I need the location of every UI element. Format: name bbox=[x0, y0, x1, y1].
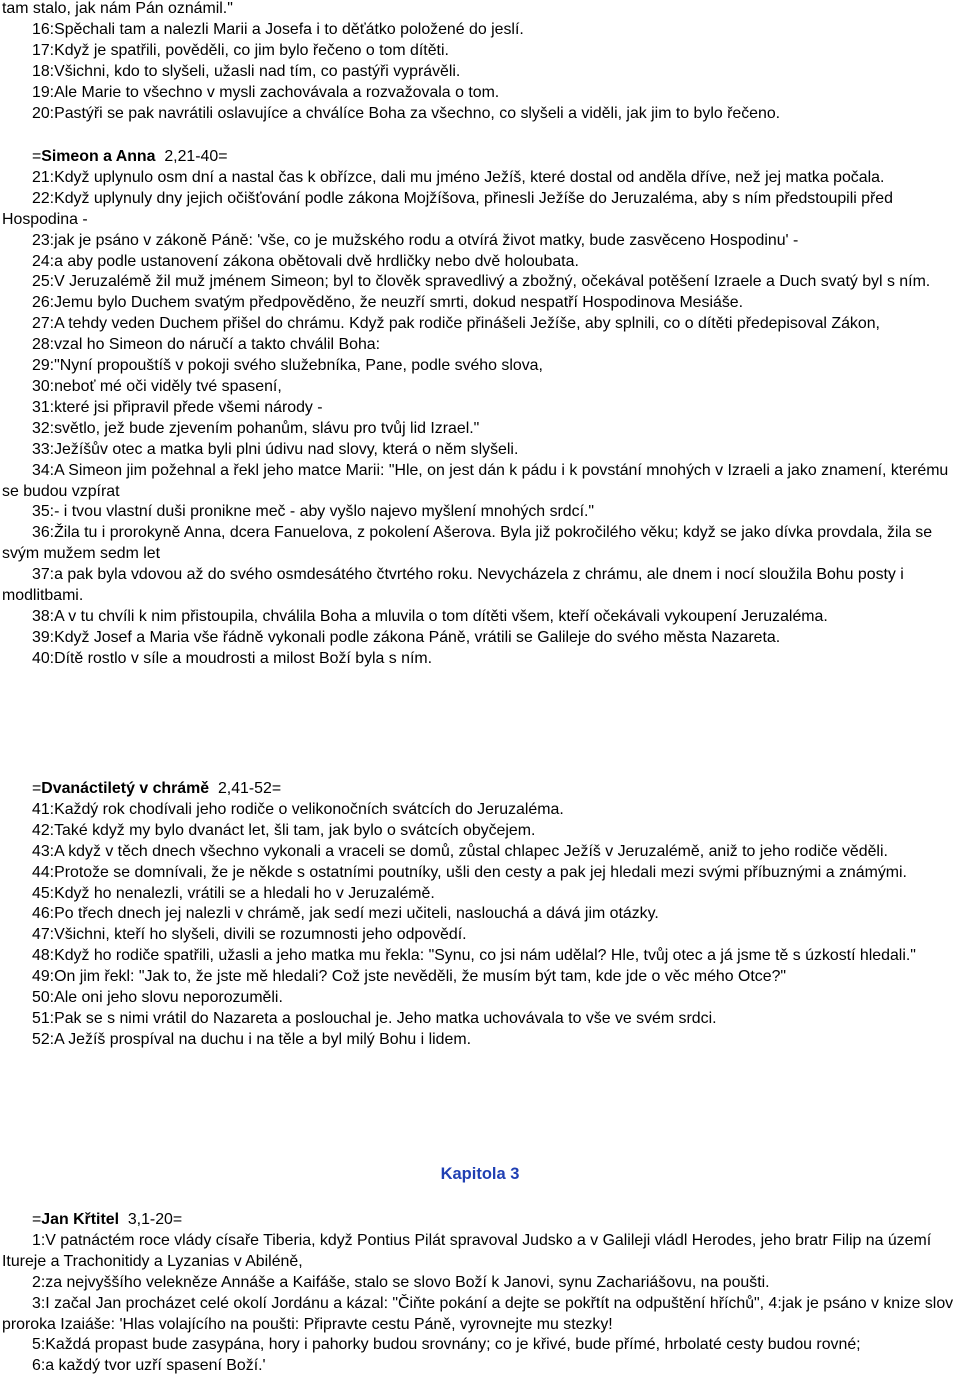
section-twelve-year-old bbox=[2, 779, 958, 1051]
verse-3-2: 2:za nejvyššího velekněze Annáše a Kaifáše, stalo se slovo Boží k Janovi, synu Zachariášovu, na poušti. bbox=[32, 1273, 770, 1291]
verse-32: 32:světlo, jež bude zjevením pohanům, slávu pro tvůj lid Izrael." bbox=[32, 419, 480, 437]
verse-49: 49:On jim řekl: "Jak to, že jste mě hledali? Což jste nevěděli, že musím být tam, kde jde o věc mého Otce?" bbox=[32, 968, 787, 986]
section-heading bbox=[2, 1210, 958, 1231]
verse-31: 31:které jsi připravil přede všemi národy - bbox=[32, 398, 323, 416]
section-heading bbox=[2, 147, 958, 168]
heading-prefix: = bbox=[32, 780, 42, 797]
chapter-title: Kapitola 3 bbox=[440, 1165, 520, 1183]
verse-35: 35:- i tvou vlastní duši pronikne meč - aby vyšlo najevo myšlení mnohých srdcí." bbox=[32, 503, 595, 521]
verse-3-3: 3:I začal Jan procházet celé okolí Jordánu a kázal: "Čiňte pokání a dejte se pokřtít na odpuštění hříchů", 4:jak je psáno v knize slov proroka Izaiáše: 'Hlas volajícího na poušti: Připravte cestu Páně, vyrovnejte mu stezky! bbox=[2, 1294, 954, 1333]
verse-21: 21:Když uplynulo osm dní a nastal čas k obřízce, dali mu jméno Ježíš, které dostal od anděla dříve, než jej matka počala. bbox=[32, 168, 885, 186]
verse-51: 51:Pak se s nimi vrátil do Nazareta a poslouchal je. Jeho matka uchovávala to vše ve svém srdci. bbox=[32, 1009, 717, 1027]
heading-reference: 2,21-40= bbox=[155, 148, 228, 165]
verse-3-6: 6:a každý tvor uzří spasení Boží.' bbox=[32, 1357, 266, 1375]
verse-37: 37:a pak byla vdovou až do svého osmdesátého čtvrtého roku. Nevycházela z chrámu, ale dnem i nocí sloužila Bohu posty i modlitbami. bbox=[2, 566, 904, 605]
heading-title: Jan Křtitel bbox=[41, 1211, 119, 1228]
heading-title: Dvanáctiletý v chrámě bbox=[41, 780, 210, 797]
verse-48: 48:Když ho rodiče spatřili, užasli a jeho matka mu řekla: "Synu, co jsi nám udělal? Hle, tvůj otec a já jsme tě s úzkostí hledali." bbox=[32, 947, 916, 965]
section-simeon-anna bbox=[2, 147, 958, 670]
verse-47: 47:Všichni, kteří ho slyšeli, divili se rozumnosti jeho odpovědí. bbox=[32, 926, 467, 944]
verse-25: 25:V Jeruzalémě žil muž jménem Simeon; byl to člověk spravedlivý a zbožný, očekával potěšení Izraele a Duch svatý byl s ním. bbox=[32, 273, 931, 291]
verse-41: 41:Každý rok chodívali jeho rodiče o velikonočních svátcích do Jeruzaléma. bbox=[32, 800, 564, 818]
section-john-baptist bbox=[2, 1210, 958, 1377]
verse-29: 29:"Nyní propouštíš v pokoji svého služebníka, Pane, podle svého slova, bbox=[32, 357, 543, 375]
verse-46: 46:Po třech dnech jej nalezli v chrámě, jak sedí mezi učiteli, naslouchá a dává jim otázky. bbox=[32, 905, 659, 923]
verse-52: 52:A Ježíš prospíval na duchu i na těle a byl milý Bohu i lidem. bbox=[32, 1030, 471, 1048]
verse-34: 34:A Simeon jim požehnal a řekl jeho matce Marii: "Hle, on jest dán k pádu i k povstání mnohých v Izraeli a jako znamení, kterému se budou vzpírat bbox=[2, 461, 949, 500]
verse-33: 33:Ježíšův otec a matka byli plni údivu nad slovy, která o něm slyšeli. bbox=[32, 440, 519, 458]
verse-20: 20:Pastýři se pak navrátili oslavujíce a chválíce Boha za všechno, co slyšeli a viděli, jak jim to bylo řečeno. bbox=[32, 104, 781, 122]
verse-43: 43:A když v těch dnech všechno vykonali a vraceli se domů, zůstal chlapec Ježíš v Jeruzalémě, aniž to jeho rodiče věděli. bbox=[32, 842, 888, 860]
verse-16: 16:Spěchali tam a nalezli Marii a Josefa i to děťátko položené do jeslí. bbox=[32, 20, 524, 38]
verse-18: 18:Všichni, kdo to slyšeli, užasli nad tím, co pastýři vyprávěli. bbox=[32, 62, 461, 80]
verse-40: 40:Dítě rostlo v síle a moudrosti a milost Boží byla s ním. bbox=[32, 649, 433, 667]
verse-22: 22:Když uplynuly dny jejich očišťování podle zákona Mojžíšova, přinesli Ježíše do Jeruzaléma, aby s ním předstoupili před Hospodina - bbox=[2, 189, 893, 228]
heading-title: Simeon a Anna bbox=[41, 148, 156, 165]
verse-23: 23:jak je psáno v zákoně Páně: 'vše, co je mužského rodu a otvírá život matky, bude zasvěceno Hospodinu' - bbox=[32, 231, 799, 249]
verse-line: tam stalo, jak nám Pán oznámil." bbox=[2, 0, 233, 17]
heading-prefix: = bbox=[32, 148, 42, 165]
verse-26: 26:Jemu bylo Duchem svatým předpověděno, že neuzří smrti, dokud nespatří Hospodinova Mesiáše. bbox=[32, 294, 744, 312]
verse-19: 19:Ale Marie to všechno v mysli zachovávala a rozvažovala o tom. bbox=[32, 83, 500, 101]
verse-24: 24:a aby podle ustanovení zákona obětovali dvě hrdličky nebo dvě holoubata. bbox=[32, 252, 579, 270]
verse-36: 36:Žila tu i prorokyně Anna, dcera Fanuelova, z pokolení Ašerova. Byla již pokročilého věku; když se jako dívka provdala, žila se svým mužem sedm let bbox=[2, 524, 933, 563]
verse-50: 50:Ale oni jeho slovu neporozuměli. bbox=[32, 989, 283, 1007]
verse-44: 44:Protože se domnívali, že je někde s ostatními poutníky, ušli den cesty a pak jej hledali mezi svými příbuznými a známými. bbox=[32, 863, 907, 881]
verse-30: 30:neboť mé oči viděly tvé spasení, bbox=[32, 377, 282, 395]
intro-verses bbox=[2, 0, 958, 124]
heading-prefix: = bbox=[32, 1211, 42, 1228]
verse-45: 45:Když ho nenalezli, vrátili se a hledali ho v Jeruzalémě. bbox=[32, 884, 435, 902]
verse-38: 38:A v tu chvíli k nim přistoupila, chválila Boha a mluvila o tom dítěti všem, kteří očekávali vykoupení Jeruzaléma. bbox=[32, 607, 828, 625]
verse-17: 17:Když je spatřili, pověděli, co jim bylo řečeno o tom dítěti. bbox=[32, 41, 449, 59]
verse-39: 39:Když Josef a Maria vše řádně vykonali podle zákona Páně, vrátili se Galileje do svého města Nazareta. bbox=[32, 628, 781, 646]
verse-3-1: 1:V patnáctém roce vlády císaře Tiberia, když Pontius Pilát spravoval Judsko a v Galileji vládl Herodes, jeho bratr Filip na území Itureje a Trachonitidy a Lyzanias v Abiléně, bbox=[2, 1231, 932, 1270]
verse-3-5: 5:Každá propast bude zasypána, hory i pahorky budou srovnány; co je křivé, bude přímé, hrbolaté cesty budou rovné; bbox=[32, 1336, 861, 1354]
heading-reference: 3,1-20= bbox=[119, 1211, 183, 1228]
heading-reference: 2,41-52= bbox=[209, 780, 282, 797]
verse-42: 42:Také když my bylo dvanáct let, šli tam, jak bylo o svátcích obyčejem. bbox=[32, 821, 536, 839]
verse-28: 28:vzal ho Simeon do náručí a takto chválil Boha: bbox=[32, 336, 381, 354]
section-heading bbox=[2, 779, 958, 800]
verse-27: 27:A tehdy veden Duchem přišel do chrámu. Když pak rodiče přinášeli Ježíše, aby splnili, co o dítěti předepisoval Zákon, bbox=[32, 315, 880, 333]
